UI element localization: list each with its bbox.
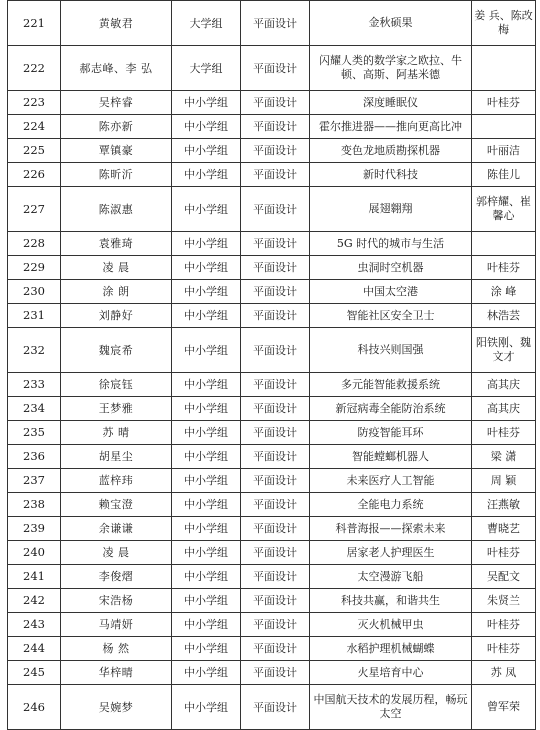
teacher-name: 曹晓艺 (472, 517, 536, 541)
row-number: 223 (8, 91, 61, 115)
group-cell: 大学组 (172, 1, 241, 46)
group-cell: 中小学组 (172, 421, 241, 445)
table-row (8, 232, 536, 256)
participant-name: 王梦雅 (61, 397, 172, 421)
awards-table (7, 0, 536, 730)
participant-name: 陈亦新 (61, 115, 172, 139)
group-cell: 中小学组 (172, 565, 241, 589)
teacher-name: 周 颖 (472, 469, 536, 493)
table-row (8, 46, 536, 91)
group-cell: 大学组 (172, 46, 241, 91)
group-cell: 中小学组 (172, 232, 241, 256)
teacher-name: 涂 峰 (472, 280, 536, 304)
row-number: 224 (8, 115, 61, 139)
teacher-name: 陈佳儿 (472, 163, 536, 187)
participant-name: 余谦谦 (61, 517, 172, 541)
participant-name: 魏宸希 (61, 328, 172, 373)
table-row (8, 187, 536, 232)
work-title: 新时代科技 (310, 163, 472, 187)
row-number: 241 (8, 565, 61, 589)
group-cell: 中小学组 (172, 397, 241, 421)
teacher-name: 汪燕敏 (472, 493, 536, 517)
work-title: 多元能智能救援系统 (310, 373, 472, 397)
participant-name: 陈淑惠 (61, 187, 172, 232)
teacher-name: 朱贤兰 (472, 589, 536, 613)
work-title: 火星培育中心 (310, 661, 472, 685)
category-cell: 平面设计 (241, 565, 310, 589)
participant-name: 华梓晴 (61, 661, 172, 685)
category-cell: 平面设计 (241, 541, 310, 565)
participant-name: 吴婉梦 (61, 685, 172, 730)
work-title: 深度睡眠仪 (310, 91, 472, 115)
table-row (8, 280, 536, 304)
table-row (8, 565, 536, 589)
row-number: 244 (8, 637, 61, 661)
table-row (8, 163, 536, 187)
category-cell: 平面设计 (241, 163, 310, 187)
teacher-name: 苏 凤 (472, 661, 536, 685)
row-number: 229 (8, 256, 61, 280)
teacher-name (472, 232, 536, 256)
row-number: 228 (8, 232, 61, 256)
category-cell: 平面设计 (241, 328, 310, 373)
teacher-name: 叶桂芬 (472, 613, 536, 637)
row-number: 225 (8, 139, 61, 163)
category-cell: 平面设计 (241, 661, 310, 685)
row-number: 227 (8, 187, 61, 232)
row-number: 238 (8, 493, 61, 517)
table-row (8, 589, 536, 613)
participant-name: 凌 晨 (61, 541, 172, 565)
table-row (8, 517, 536, 541)
group-cell: 中小学组 (172, 613, 241, 637)
group-cell: 中小学组 (172, 163, 241, 187)
category-cell: 平面设计 (241, 469, 310, 493)
teacher-name: 叶桂芬 (472, 637, 536, 661)
teacher-name: 高其庆 (472, 373, 536, 397)
teacher-name: 叶桂芬 (472, 91, 536, 115)
group-cell: 中小学组 (172, 280, 241, 304)
table-row (8, 637, 536, 661)
participant-name: 刘静好 (61, 304, 172, 328)
table-row (8, 613, 536, 637)
work-title: 变色龙地质勘探机器 (310, 139, 472, 163)
table-row (8, 685, 536, 730)
table-row (8, 469, 536, 493)
category-cell: 平面设计 (241, 445, 310, 469)
participant-name: 马靖妍 (61, 613, 172, 637)
category-cell: 平面设计 (241, 589, 310, 613)
row-number: 234 (8, 397, 61, 421)
table-row (8, 256, 536, 280)
participant-name: 赖宝澄 (61, 493, 172, 517)
category-cell: 平面设计 (241, 232, 310, 256)
table-row (8, 421, 536, 445)
participant-name: 宋浩杨 (61, 589, 172, 613)
work-title: 科技兴则国强 (310, 328, 472, 373)
work-title: 未来医疗人工智能 (310, 469, 472, 493)
work-title: 防疫智能耳环 (310, 421, 472, 445)
teacher-name: 梁 潇 (472, 445, 536, 469)
work-title: 闪耀人类的数学家之欧拉、牛顿、高斯、阿基米德 (310, 46, 472, 91)
category-cell: 平面设计 (241, 1, 310, 46)
table-row (8, 91, 536, 115)
row-number: 233 (8, 373, 61, 397)
work-title: 太空漫游飞船 (310, 565, 472, 589)
table-row (8, 445, 536, 469)
participant-name: 凌 晨 (61, 256, 172, 280)
teacher-name: 叶桂芬 (472, 256, 536, 280)
teacher-name (472, 46, 536, 91)
row-number: 239 (8, 517, 61, 541)
group-cell: 中小学组 (172, 469, 241, 493)
category-cell: 平面设计 (241, 685, 310, 730)
teacher-name: 叶桂芬 (472, 541, 536, 565)
category-cell: 平面设计 (241, 517, 310, 541)
teacher-name: 叶桂芬 (472, 421, 536, 445)
table-row (8, 493, 536, 517)
row-number: 237 (8, 469, 61, 493)
participant-name: 黄敏君 (61, 1, 172, 46)
category-cell: 平面设计 (241, 637, 310, 661)
participant-name: 蓝梓玮 (61, 469, 172, 493)
group-cell: 中小学组 (172, 493, 241, 517)
work-title: 霍尔推进器——推向更高比冲 (310, 115, 472, 139)
category-cell: 平面设计 (241, 373, 310, 397)
work-title: 灭火机械甲虫 (310, 613, 472, 637)
category-cell: 平面设计 (241, 421, 310, 445)
teacher-name: 叶丽洁 (472, 139, 536, 163)
participant-name: 李俊熠 (61, 565, 172, 589)
participant-name: 袁雅琦 (61, 232, 172, 256)
work-title: 水稻护理机械蝴蝶 (310, 637, 472, 661)
category-cell: 平面设计 (241, 256, 310, 280)
teacher-name: 郭梓耀、崔馨心 (472, 187, 536, 232)
teacher-name: 林浩芸 (472, 304, 536, 328)
table-row (8, 661, 536, 685)
work-title: 科普海报——探索未来 (310, 517, 472, 541)
category-cell: 平面设计 (241, 493, 310, 517)
group-cell: 中小学组 (172, 91, 241, 115)
participant-name: 陈昕沂 (61, 163, 172, 187)
group-cell: 中小学组 (172, 373, 241, 397)
category-cell: 平面设计 (241, 115, 310, 139)
category-cell: 平面设计 (241, 613, 310, 637)
participant-name: 胡星尘 (61, 445, 172, 469)
participant-name: 杨 然 (61, 637, 172, 661)
participant-name: 涂 朗 (61, 280, 172, 304)
table-row (8, 541, 536, 565)
work-title: 5G 时代的城市与生活 (310, 232, 472, 256)
work-title: 虫洞时空机器 (310, 256, 472, 280)
group-cell: 中小学组 (172, 637, 241, 661)
group-cell: 中小学组 (172, 685, 241, 730)
work-title: 展翅翱翔 (310, 187, 472, 232)
table-row (8, 1, 536, 46)
participant-name: 苏 晴 (61, 421, 172, 445)
group-cell: 中小学组 (172, 517, 241, 541)
teacher-name: 姜 兵、陈改梅 (472, 1, 536, 46)
participant-name: 覃镇豪 (61, 139, 172, 163)
row-number: 226 (8, 163, 61, 187)
work-title: 居家老人护理医生 (310, 541, 472, 565)
row-number: 245 (8, 661, 61, 685)
group-cell: 中小学组 (172, 304, 241, 328)
teacher-name: 阳铁刚、魏文才 (472, 328, 536, 373)
work-title: 智能社区安全卫士 (310, 304, 472, 328)
work-title: 新冠病毒全能防治系统 (310, 397, 472, 421)
group-cell: 中小学组 (172, 661, 241, 685)
table-row (8, 373, 536, 397)
row-number: 235 (8, 421, 61, 445)
row-number: 243 (8, 613, 61, 637)
category-cell: 平面设计 (241, 187, 310, 232)
row-number: 240 (8, 541, 61, 565)
teacher-name (472, 115, 536, 139)
group-cell: 中小学组 (172, 541, 241, 565)
row-number: 230 (8, 280, 61, 304)
awards-table-body (8, 1, 536, 730)
row-number: 236 (8, 445, 61, 469)
group-cell: 中小学组 (172, 139, 241, 163)
work-title: 全能电力系统 (310, 493, 472, 517)
category-cell: 平面设计 (241, 139, 310, 163)
participant-name: 吴梓睿 (61, 91, 172, 115)
row-number: 246 (8, 685, 61, 730)
group-cell: 中小学组 (172, 187, 241, 232)
category-cell: 平面设计 (241, 91, 310, 115)
group-cell: 中小学组 (172, 256, 241, 280)
participant-name: 郝志峰、李 弘 (61, 46, 172, 91)
group-cell: 中小学组 (172, 589, 241, 613)
participant-name: 徐宸钰 (61, 373, 172, 397)
group-cell: 中小学组 (172, 445, 241, 469)
work-title: 中国太空港 (310, 280, 472, 304)
work-title: 金秋硕果 (310, 1, 472, 46)
group-cell: 中小学组 (172, 328, 241, 373)
teacher-name: 高其庆 (472, 397, 536, 421)
teacher-name: 曾军荣 (472, 685, 536, 730)
work-title: 科技共赢，和谐共生 (310, 589, 472, 613)
table-row (8, 304, 536, 328)
row-number: 222 (8, 46, 61, 91)
work-title: 智能螳螂机器人 (310, 445, 472, 469)
work-title: 中国航天技术的发展历程，畅玩太空 (310, 685, 472, 730)
category-cell: 平面设计 (241, 304, 310, 328)
teacher-name: 吴配文 (472, 565, 536, 589)
table-row (8, 115, 536, 139)
category-cell: 平面设计 (241, 46, 310, 91)
table-row (8, 397, 536, 421)
table-row (8, 139, 536, 163)
row-number: 232 (8, 328, 61, 373)
row-number: 231 (8, 304, 61, 328)
group-cell: 中小学组 (172, 115, 241, 139)
category-cell: 平面设计 (241, 280, 310, 304)
table-row (8, 328, 536, 373)
row-number: 242 (8, 589, 61, 613)
category-cell: 平面设计 (241, 397, 310, 421)
row-number: 221 (8, 1, 61, 46)
